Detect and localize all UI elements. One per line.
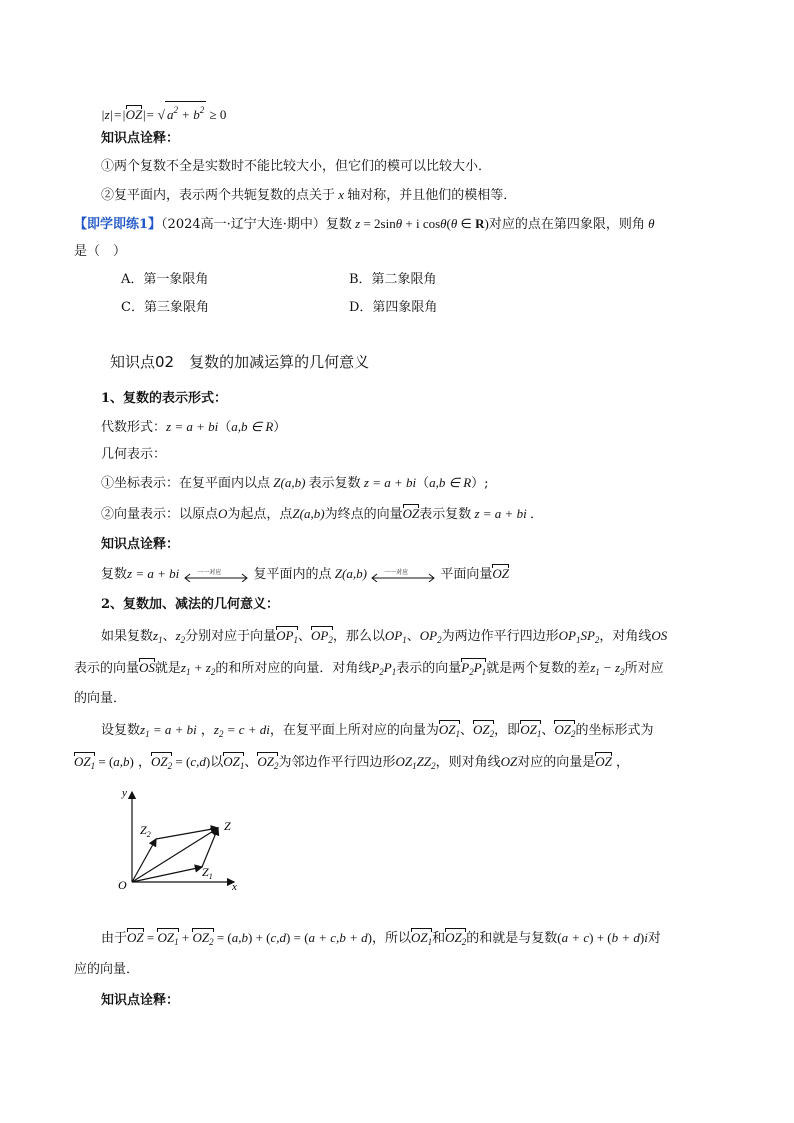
label-y: y [122, 787, 127, 799]
label-x: x [232, 881, 237, 893]
paragraph-1: 如果复数$z_1$、$z_2$分别对应于向量$OP_1$、$OP_2$，那么以$OP_1$、$OP_2$为两边作平行四边形$OP_1SP_2$，对角线OS [101, 628, 667, 648]
geometric-label: 几何表示： [101, 447, 167, 462]
double-arrow-icon: 一一对应 [183, 568, 249, 582]
vector-oz1 [132, 867, 202, 882]
modulus-formula: |z|=|OZ|= √ $a^2 + b^2 \ge 0$ [101, 101, 226, 124]
label-z2: $Z_2$ [140, 823, 151, 839]
parallelogram-figure [104, 784, 254, 899]
paragraph-2: 设复数$z_1 = a$ + bi ，$z_2 = c$ + di，在复平面上所对应的向量为$OZ_1$、$OZ_2$，即$OZ_1$、$OZ_2$的坐标形式为 [101, 722, 653, 742]
vector-representation: ②向量表示：以原点O为起点，点Z(a,b)为终点的向量OZ表示复数 z = a + bi ． [101, 506, 543, 522]
coordinate-representation: ①坐标表示：在复平面内以点 Z(a,b) 表示复数 z = a + bi（a,b ∈ R）; [101, 475, 489, 491]
paragraph-2-cont: $OZ_1 = (a,b)$ ，$OZ_2 = (c,d)$以$OZ_1$、$OZ_2$为邻边作平行四边形$OZ_1ZZ_2$，则对角线OZ对应的向量是OZ ， [74, 754, 629, 774]
paragraph-1-end: 的向量． [74, 691, 127, 706]
heading-add-sub: 2、复数加、减法的几何意义： [101, 597, 280, 612]
edge-z1-z [202, 828, 218, 867]
double-arrow-icon-2: 一一对应 [370, 568, 436, 582]
option-c: C．第三象限角 [121, 300, 209, 315]
vector-oz2 [132, 839, 156, 882]
label-z: Z [224, 819, 231, 833]
practice-question-end: 是（ ） [74, 244, 127, 259]
paragraph-3: 由于OZ = $OZ_1 + OZ_2 = (a,b) + (c,d) = (a + c,b + d)$，所以$OZ_1$和$OZ_2$的和就是与复数(a + c) + (b + d)i对 [101, 930, 661, 950]
paragraph-3-end: 应的向量． [74, 962, 140, 977]
explain-heading-3: 知识点诠释： [101, 993, 180, 1008]
correspondence-line: 复数z = a + bi 一一对应 复平面内的点 Z(a,b) 一一对应 平面向量OZ [101, 566, 509, 582]
explain-heading-1: 知识点诠释： [101, 131, 180, 146]
algebraic-form: 代数形式：z = a + bi（a,b ∈ R） [101, 419, 287, 435]
vector-oz: OZ [125, 107, 143, 122]
heading-forms: 1、复数的表示形式： [101, 391, 228, 406]
paragraph-1-cont: 表示的向量OS就是$z_1 + z_2$的和所对应的向量．对角线$P_2P_1$表示的向量$P_2P_1$就是两个复数的差$z_1 - z_2$所对应 [74, 660, 664, 680]
label-o: O [118, 878, 127, 892]
practice-question: 【即学即练1】（2024高一·辽宁大连·期中）复数 z = 2sinθ + i cosθ(θ ∈ R)对应的点在第四象限，则角 θ [74, 216, 655, 232]
explain-item-1: ①两个复数不全是实数时不能比较大小，但它们的模可以比较大小． [101, 159, 492, 174]
explain-item-2: ②复平面内，表示两个共轭复数的点关于 x 轴对称，并且他们的模相等． [101, 187, 517, 203]
option-d: D．第四象限角 [349, 300, 438, 315]
label-z1: $Z_1$ [202, 865, 213, 881]
option-a: A．第一象限角 [121, 272, 209, 287]
section-title: 知识点02 复数的加减运算的几何意义 [110, 353, 370, 371]
option-b: B．第二象限角 [349, 272, 437, 287]
explain-heading-2: 知识点诠释： [101, 537, 180, 552]
